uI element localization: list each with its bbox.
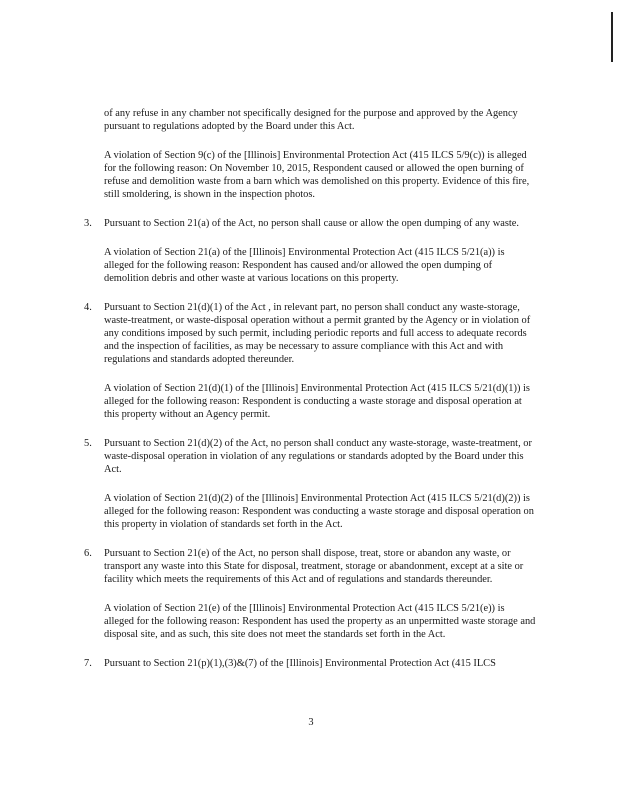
item-text: Pursuant to Section 21(e) of the Act, no person shall dispose, treat, store or abandon any waste, or transport any waste into this State for disposal, treatment, storage or abandonment, except at a site or facility which meets the requirements of this Act and of regulations and standards thereunder. [104, 548, 524, 585]
violation-paragraph-4: A violation of Section 21(d)(1) of the [Illinois] Environmental Protection Act (415 ILCS 5/21(d)(1)) is alleged for the following reason: Respondent is conducting a waste storage and disposal operation at this property without an Agency permit. [104, 383, 530, 420]
item-number: 3. [84, 218, 92, 229]
page-number: 3 [308, 717, 314, 728]
list-item-6 [84, 547, 536, 586]
item-text: Pursuant to Section 21(a) of the Act, no person shall cause or allow the open dumping of any waste. [104, 218, 519, 229]
item-number: 4. [84, 302, 92, 313]
item-text: Pursuant to Section 21(d)(2) of the Act, no person shall conduct any waste-storage, waste-treatment, or waste-disposal operation in violation of any regulations or standards adopted by the Board under this Act. [104, 438, 532, 475]
margin-rule [611, 12, 613, 62]
item-number: 5. [84, 438, 92, 449]
list-item-5 [84, 437, 536, 476]
list-item-4 [84, 301, 536, 366]
document-body [84, 107, 536, 686]
violation-9c-paragraph: A violation of Section 9(c) of the [Illinois] Environmental Protection Act (415 ILCS 5/9(c)) is alleged for the following reason: On November 10, 2015, Respondent caused or allowed the open burning of refuse and demolition waste from a barn which was demolished on this property. Evidence of this fire, still smoldering, is shown in the inspection photos. [104, 150, 530, 200]
item-text: Pursuant to Section 21(d)(1) of the Act , in relevant part, no person shall conduct any waste-storage, waste-treatment, or waste-disposal operation without a permit granted by the Agency or in violation of any conditions imposed by such permit, including periodic reports and full access to adequate records and the inspection of facilities, as may be necessary to assure compliance with this Act and with regulations and standards adopted thereunder. [104, 302, 531, 365]
item-text: Pursuant to Section 21(p)(1),(3)&(7) of the [Illinois] Environmental Protection Act (415 ILCS [104, 658, 496, 669]
continuation-paragraph: of any refuse in any chamber not specifically designed for the purpose and approved by the Agency pursuant to regulations adopted by the Board under this Act. [104, 108, 518, 132]
item-number: 7. [84, 658, 92, 669]
violation-paragraph-3: A violation of Section 21(a) of the [Illinois] Environmental Protection Act (415 ILCS 5/21(a)) is alleged for the following reason: Respondent has caused and/or allowed the open dumping of demolition debris and other waste at various locations on this property. [104, 247, 505, 284]
violation-paragraph-5: A violation of Section 21(d)(2) of the [Illinois] Environmental Protection Act (415 ILCS 5/21(d)(2)) is alleged for the following reason: Respondent was conducting a waste storage and disposal operation on this property in violation of standards set forth in the Act. [104, 493, 534, 530]
list-item-7 [84, 657, 536, 670]
item-number: 6. [84, 548, 92, 559]
list-item-3 [84, 217, 536, 230]
violation-paragraph-6: A violation of Section 21(e) of the [Illinois] Environmental Protection Act (415 ILCS 5/21(e)) is alleged for the following reason: Respondent has used the property as an unpermitted waste storage and disposal site, and as such, this site does not meet the standards set forth in the Act. [104, 603, 536, 640]
